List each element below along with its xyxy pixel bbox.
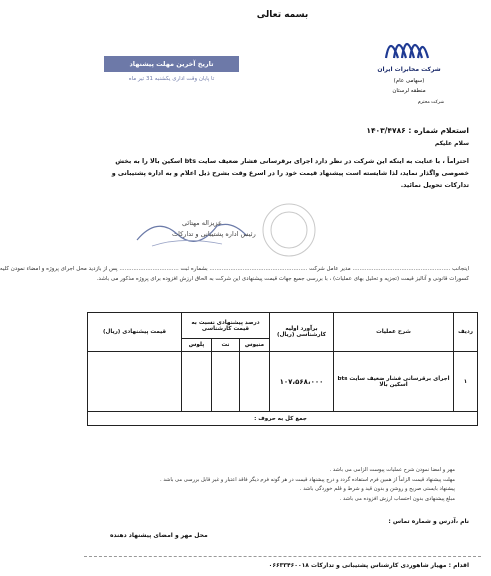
stamp-signature-label: محل مهر و امضای پیشنهاد دهنده [110, 532, 208, 539]
fill-in-line-2: کسورات قانونی و آنالیز قیمت (تجزیه و تحلیل بهای عملیات) ، با بررسی جمیع جهات قیمت پیشنهادی این شرکت به الحاق ارزش افزوده برای پروژه مذکور می باشد. [96, 276, 469, 282]
deadline-value: تا پایان وقت اداری یکشنبه 31 تیر ماه [128, 76, 215, 82]
table-row [88, 352, 478, 412]
header-net: نت [212, 339, 240, 352]
greeting: سلام علیکم [434, 140, 469, 147]
items-table [87, 312, 478, 426]
header-percent-group: درصد پیشنهادی نسبت به قیمت کارشناسی [182, 313, 270, 339]
company-logo [380, 28, 434, 64]
header-plus: پلوس [182, 339, 212, 352]
company-type: (سهامی عام) [393, 78, 425, 84]
notes-list [95, 466, 455, 504]
header-description: شرح عملیات [334, 313, 454, 352]
note-item: مهر و امضا نمودن شرح عملیات پیوست الزامی می باشد . [329, 467, 455, 473]
cell-row-number: ۱ [454, 352, 478, 412]
note-item: پیشنهاد بایستی صریح و روشن و بدون قید و شرط و قلم خوردگی باشد . [299, 486, 455, 492]
cell-description: اجرای برقرسانی فشار ضعیف سایت bts اسکین بالا [334, 352, 454, 412]
signatory-title: رئیس اداره پشتیبانی و تدارکات [172, 230, 256, 238]
page-title: بسمه تعالی [256, 10, 309, 20]
name-address-label: نام ،آدرس و شماره تماس : [388, 518, 469, 525]
inquiry-label: استعلام شماره : [408, 126, 469, 135]
note-item: مبلغ پیشنهادی بدون احتساب ارزش افزوده می باشد . [339, 495, 455, 502]
header-minus: منیوس [240, 339, 270, 352]
letter-paragraph: احتراماً ، با عنایت به اینکه این شرکت در نظر دارد اجرای برقرسانی فشار ضعیف سایت bts اسکین بالا را به بخش خصوصی واگذار نماید، لذا شایسته است پیشنهاد قیمت خود را در اسرع وقت بشرح ذیل اعلام و به اداره پشتیبانی و تدارکات تحویل نمائید. [111, 157, 469, 189]
fill-in-line-1: اینجانب ........................................................ مدیر عامل شرکت ........................................................ بشماره ثبت .................................. پس از بازدید محل اجرای پروژه و امضاء نمودن کلیه [0, 266, 469, 272]
company-region: منطقه لرستان [392, 88, 426, 94]
watermark-stamp [254, 200, 324, 260]
deadline-label: تاریخ آخرین مهلت پیشنهاد [104, 56, 239, 72]
divider [84, 556, 481, 557]
company-salutation: شرکت محترم [417, 100, 444, 105]
cell-estimate: ۱۰۷،۵۶۸،۰۰۰ [270, 352, 334, 412]
header-offer: قیمت پیشنهادی (ریال) [88, 313, 182, 352]
inquiry-value: ۱۴۰۳/۴۷۸۶ [366, 126, 406, 135]
total-in-words: جمع کل به حروف : [88, 412, 478, 426]
signature-scribble [132, 206, 252, 250]
cell-net[interactable] [212, 352, 240, 412]
note-item: مهلت پیشنهاد قیمت الزاماً از همین فرم استفاده گردد و درج پیشنهاد قیمت در هر گونه فرم دیگر فاقد اعتبار و غیر قابل بررسی می باشد . [160, 476, 455, 483]
header-row-number: ردیف [454, 313, 478, 352]
signatory-name: عزیزاله مهتائی [182, 219, 222, 227]
inquiry-number [366, 126, 469, 135]
cell-minus[interactable] [240, 352, 270, 412]
cell-offer[interactable] [88, 352, 182, 412]
cell-plus[interactable] [182, 352, 212, 412]
footer-contact: اقدام : مهیار شاهوردی کارشناس پشتیبانی و تدارکات ۰۶۶۳۳۴۶۰۰۱۸ [268, 562, 469, 569]
header-estimate: برآورد اولیه کارشناسی (ریال) [270, 313, 334, 352]
company-name: شرکت مخابرات ایران [377, 66, 441, 73]
